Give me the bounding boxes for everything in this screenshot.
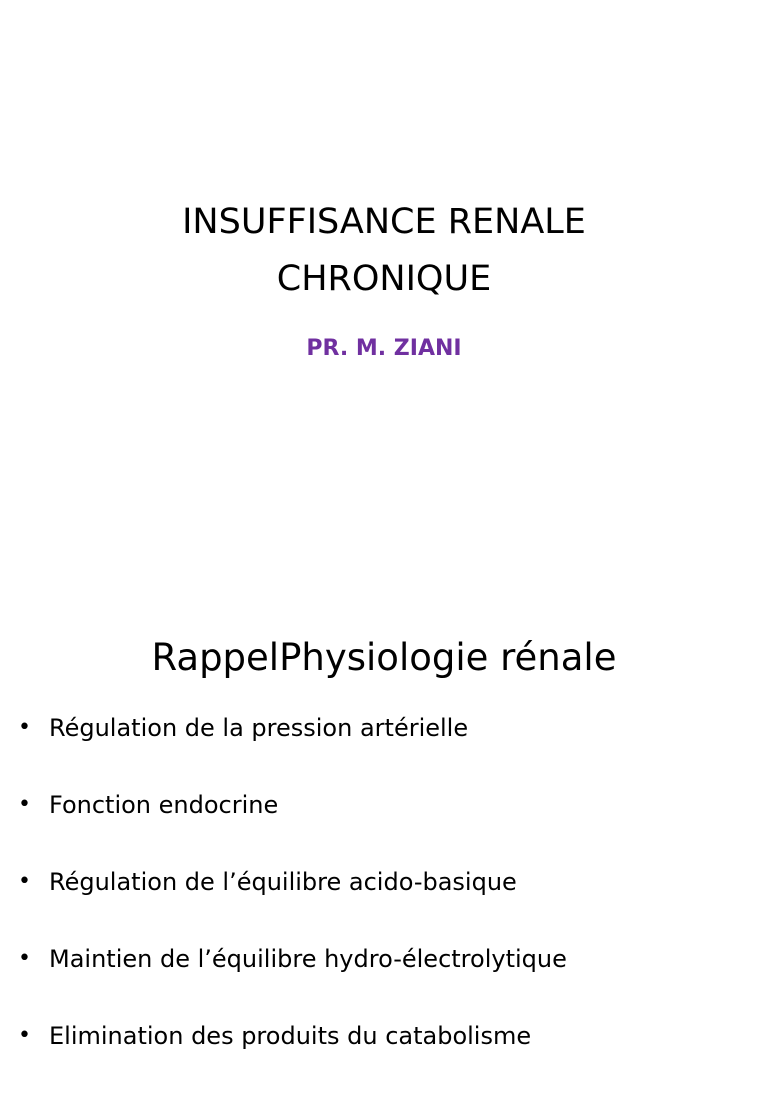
bullet-icon: • — [18, 1023, 31, 1048]
bullet-item — [18, 789, 567, 866]
bullet-text: Elimination des produits du catabolisme — [49, 1022, 532, 1050]
bullet-item — [18, 1020, 567, 1097]
bullet-list — [18, 712, 567, 1097]
bullet-icon: • — [18, 869, 31, 894]
bullet-text: Régulation de l’équilibre acido-basique — [49, 868, 517, 896]
title-line-1: INSUFFISANCE RENALE — [182, 202, 586, 242]
bullet-icon: • — [18, 946, 31, 971]
bullet-item — [18, 712, 567, 789]
bullet-item — [18, 943, 567, 1020]
bullet-icon: • — [18, 792, 31, 817]
title-line-2: CHRONIQUE — [276, 259, 492, 299]
presentation-title — [0, 194, 768, 308]
bullet-icon: • — [18, 715, 31, 740]
bullet-text: Fonction endocrine — [49, 791, 279, 819]
bullet-text: Maintien de l’équilibre hydro-électrolytique — [49, 945, 567, 973]
bullet-item — [18, 866, 567, 943]
bullet-text: Régulation de la pression artérielle — [49, 714, 469, 742]
physiology-slide — [0, 576, 768, 1050]
slide-title: RappelPhysiologie rénale — [151, 636, 617, 679]
author-name: PR. M. ZIANI — [306, 336, 462, 361]
